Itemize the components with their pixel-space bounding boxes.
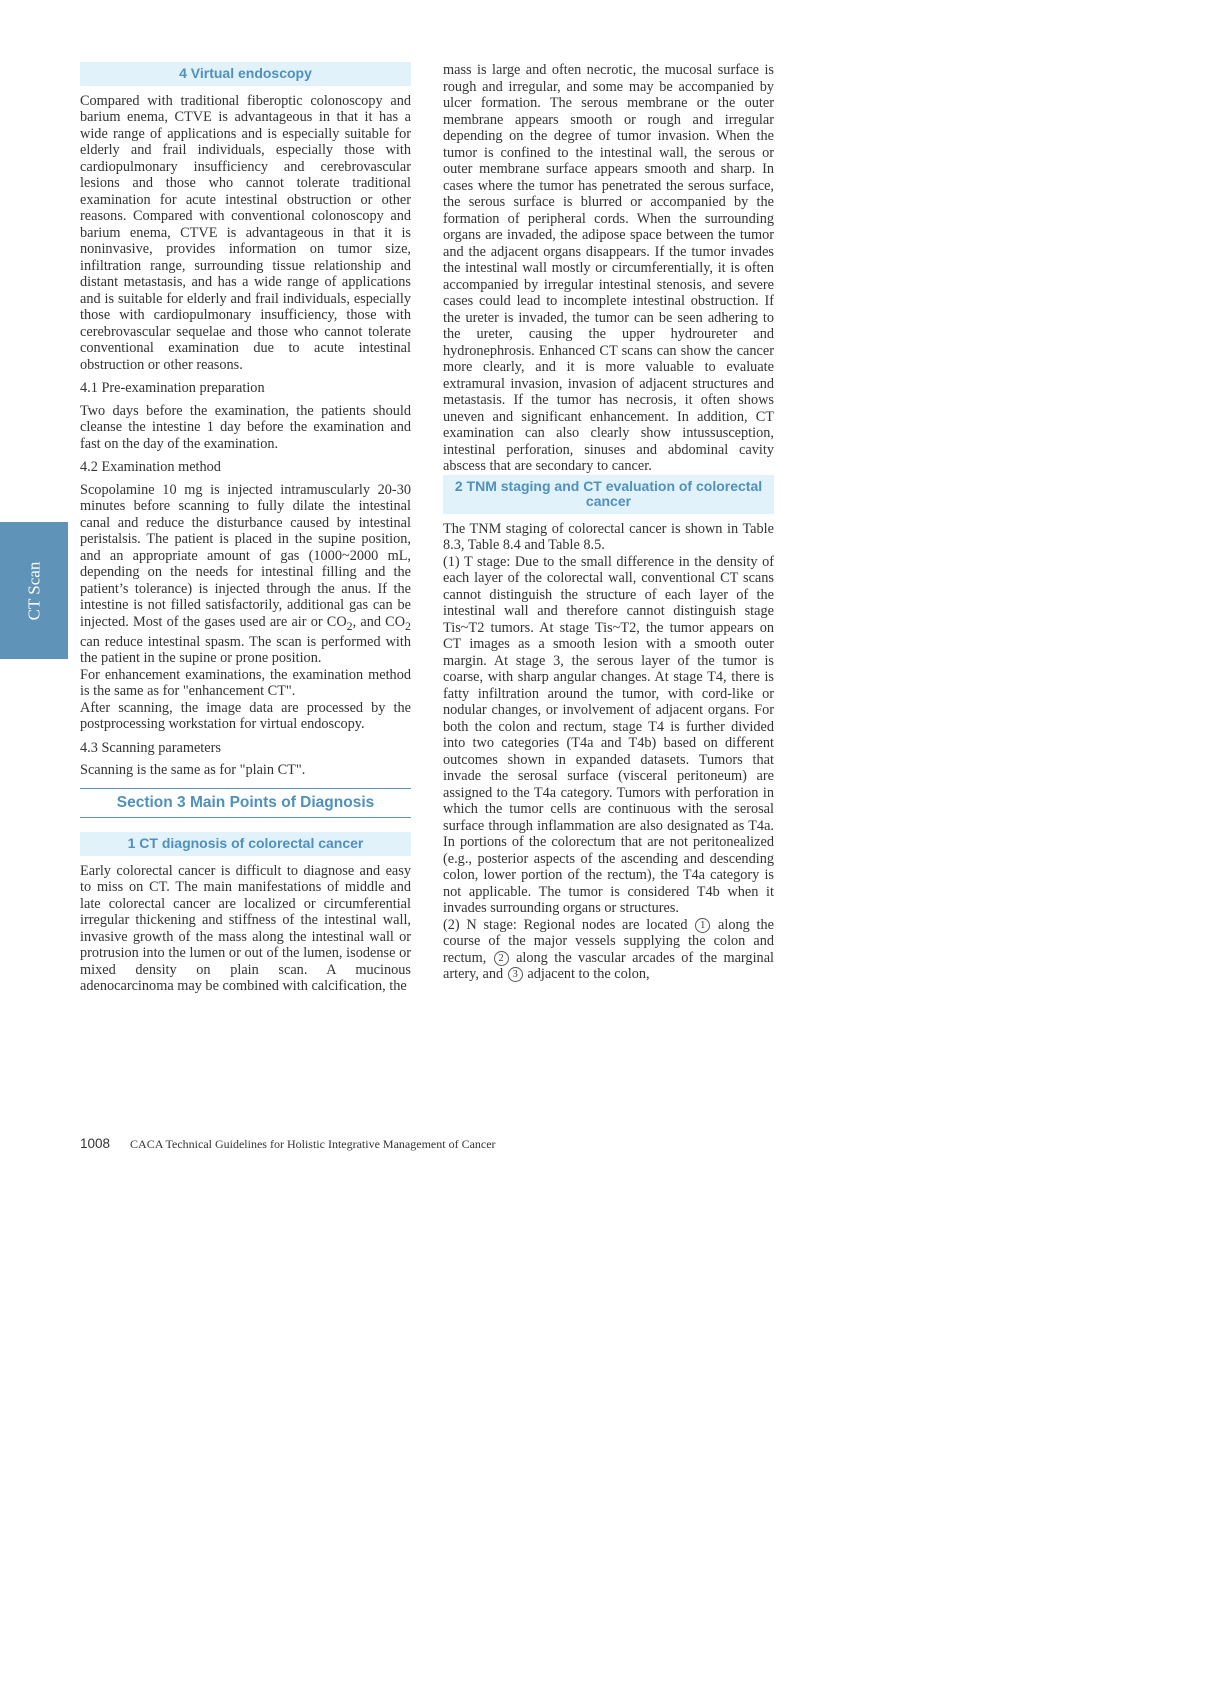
page-footer xyxy=(80,1136,496,1152)
paragraph-4-2-postprocessing: After scanning, the image data are processed by the postprocessing workstation for virtual endoscopy. xyxy=(80,699,411,733)
paragraph-tnm-intro: The TNM staging of colorectal cancer is shown in Table 8.3, Table 8.4 and Table 8.5. xyxy=(443,520,774,553)
paragraph-continuation: mass is large and often necrotic, the mucosal surface is rough and irregular, and some may be accompanied by ulcer formation. The serous membrane or the outer membrane appears smooth or rough and irregular depending on the degree of tumor invasion. When the tumor is confined to the intestinal wall, the serous or outer membrane surface appears smooth and sharp. In cases where the tumor has penetrated the serous surface, the serous surface is blurred or accompanied by the formation of peripheral cords. When the surrounding organs are invaded, the adipose space between the tumor and the adjacent organs disappears. If the tumor invades the intestinal wall mostly or circumferentially, it is often accompanied by irregular intestinal stenosis, and severe cases could lead to incomplete intestinal obstruction. If the ureter is invaded, the tumor can be seen adhering to the ureter, causing the upper hydroureter and hydronephrosis. Enhanced CT scans can show the cancer more clearly, and it is more valuable to evaluate extramural invasion, invasion of adjacent structures and metastasis. If the tumor has necrosis, it often shows uneven and significant enhancement. In addition, CT examination can also clearly show intussusception, intestinal perforation, sinuses and abdominal cavity abscess that are secondary to cancer. xyxy=(443,62,774,474)
heading-tnm-staging: 2 TNM staging and CT evaluation of colorectal cancer xyxy=(443,475,774,514)
text-run: , and CO xyxy=(352,613,406,630)
circled-number: 1 xyxy=(695,918,710,933)
paragraph-virtual-intro: Compared with traditional fiberoptic colonoscopy and barium enema, CTVE is advantageous in that it has a wide range of applications and is especially suitable for elderly and frail individuals, especially those with cardiopulmonary insufficiency and cerebrovascular lesions and those who cannot tolerate traditional examination for acute intestinal obstruction or other reasons. Compared with conventional colonoscopy and barium enema, CTVE is advantageous in that it is noninvasive, provides information on tumor size, infiltration range, surrounding tissue relationship and distant metastasis, and has a wide range of applications and is suitable for elderly and frail individuals, especially those with cardiopulmonary insufficiency, those with cerebrovascular sequelae and those who cannot tolerate conventional examination due to acute intestinal obstruction or other reasons. xyxy=(80,92,411,373)
subheading-4-1: 4.1 Pre-examination preparation xyxy=(80,380,265,396)
subscript: 2 xyxy=(346,618,353,633)
paragraph-n-stage xyxy=(443,917,774,983)
section-3-heading: Section 3 Main Points of Diagnosis xyxy=(80,788,411,819)
text-run: can reduce intestinal spasm. The scan is performed with the patient in the supine or prone position. xyxy=(80,633,411,667)
left-column xyxy=(80,62,411,995)
subheading-4-2: 4.2 Examination method xyxy=(80,459,221,475)
paragraph-4-2-enhancement: For enhancement examinations, the examination method is the same as for "enhancement CT". xyxy=(80,666,411,700)
right-column xyxy=(443,62,774,983)
paragraph-ct-diagnosis: Early colorectal cancer is difficult to diagnose and easy to miss on CT. The main manifestations of middle and late colorectal cancer are localized or circumferential irregular thickening and stiffness of the intestinal wall, invasive growth of the mass along the intestinal wall or protrusion into the lumen or out of the lumen, isodense or mixed density on plain scan. A mucinous adenocarcinoma may be combined with calcification, the xyxy=(80,862,411,995)
text-run: along the vascular arcades of the marginal artery, and xyxy=(443,949,775,982)
page-number: 1008 xyxy=(80,1136,111,1151)
subheading-4-3: 4.3 Scanning parameters xyxy=(80,739,221,756)
subscript: 2 xyxy=(405,618,411,633)
text-run: Scopolamine 10 mg is injected intramuscularly 20-30 minutes before scanning to fully dilate the intestinal canal and reduce the disturbance caused by intestinal peristalsis. The patient is placed in the supine position, and an appropriate amount of gas (1000~2000 mL, depending on the needs for intestinal filling and the patient’s tolerance) is injected through the anus. If the intestine is not filled satisfactorily, additional gas can be injected. Most of the gases used are air or CO xyxy=(80,481,411,630)
heading-ct-diagnosis: 1 CT diagnosis of colorectal cancer xyxy=(80,832,411,856)
paragraph-4-3: Scanning is the same as for "plain CT". xyxy=(80,762,306,779)
circled-number: 3 xyxy=(508,967,523,982)
text-run: along the course of the major vessels supplying the colon and rectum, xyxy=(443,916,774,966)
paragraph-t-stage: (1) T stage: Due to the small difference in the density of each layer of the colorectal wall, conventional CT scans cannot distinguish the structure of each layer of the intestinal wall and therefore cannot distinguish stage Tis~T2 tumors. At stage Tis~T2, the tumor appears on CT images as a smooth lesion with a smooth outer margin. At stage 3, the serous layer of the tumor is coarse, with sharp angular changes. At stage T4, there is fatty infiltration around the tumor, with cord-like or nodular changes, or involvement of adjacent organs. For both the colon and rectum, stage T4 is further divided into two categories (T4a and T4b) based on different outcomes shown in expanded datasets. Tumors that invade the serosal surface (visceral peritoneum) are assigned to the T4a category. Tumors with perforation in which the tumor cells are continuous with the serosal surface through inflammation are also designated as T4a. In portions of the colorectum that are not peritonealized (e.g., posterior aspects of the ascending and descending colon, lower portion of the rectum), the T4a category is not applicable. The tumor is considered T4b when it invades surrounding organs or structures. xyxy=(443,553,774,916)
text-run: (2) N stage: Regional nodes are located xyxy=(443,916,688,933)
circled-number: 2 xyxy=(494,951,509,966)
text-run: adjacent to the colon, xyxy=(527,966,650,982)
paragraph-4-1: Two days before the examination, the patients should cleanse the intestine 1 day before the examination and fast on the day of the examination. xyxy=(80,402,411,452)
paragraph-4-2-method xyxy=(80,482,411,667)
book-title: CACA Technical Guidelines for Holistic Integrative Management of Cancer xyxy=(130,1137,496,1151)
side-tab-label: CT Scan xyxy=(24,561,43,620)
heading-virtual-endoscopy: 4 Virtual endoscopy xyxy=(80,62,411,86)
side-tab xyxy=(0,522,68,659)
